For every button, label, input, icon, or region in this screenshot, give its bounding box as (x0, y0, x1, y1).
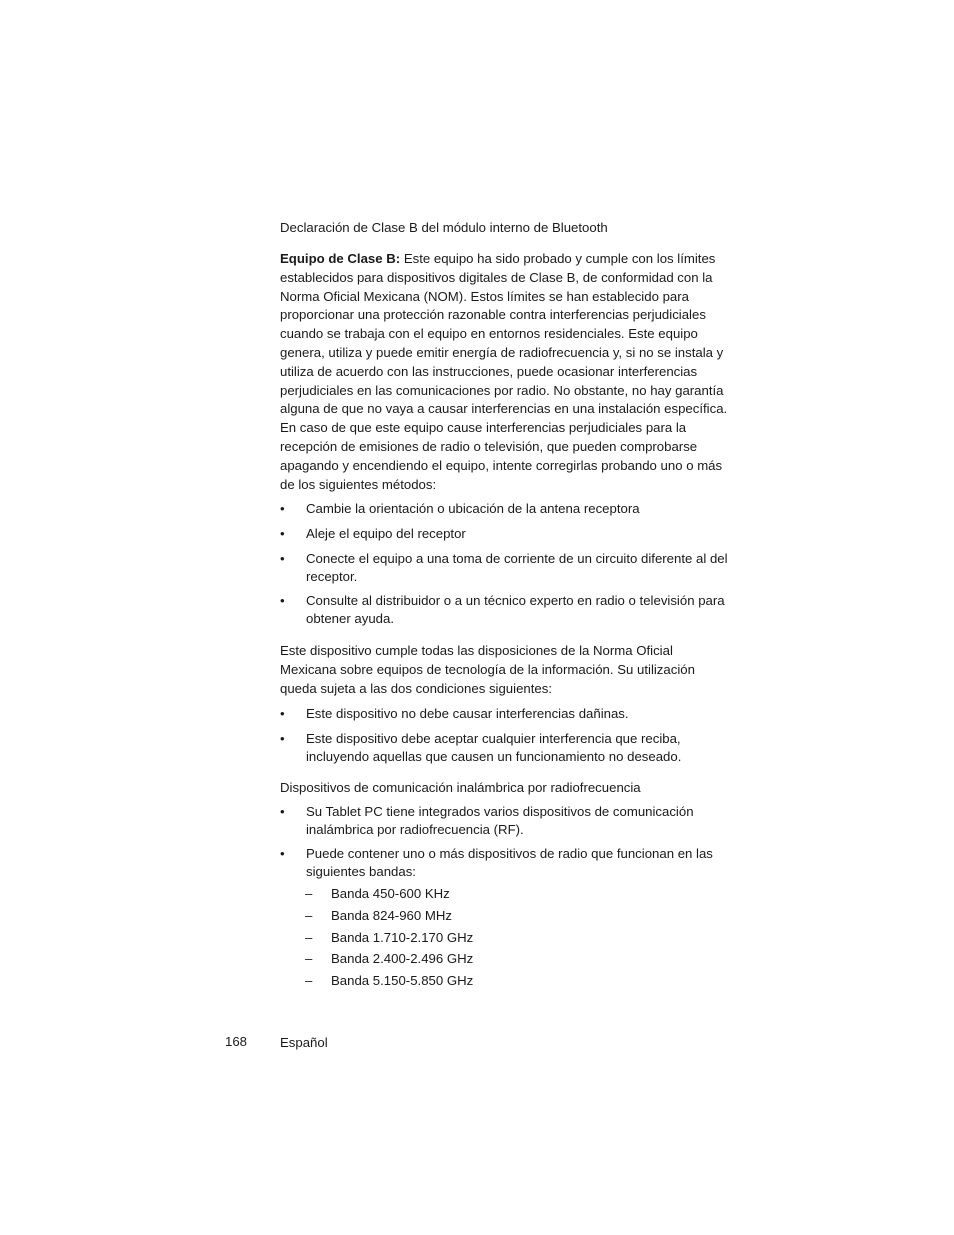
band-text: Banda 450-600 KHz (331, 886, 450, 901)
band-item (305, 907, 725, 925)
page-number: 168 (225, 1034, 248, 1049)
list-item (280, 592, 730, 629)
dash-icon: – (305, 886, 313, 901)
list-item-text: Conecte el equipo a una toma de corriente de un circuito diferente al del receptor. (306, 551, 728, 585)
list-item-text: Su Tablet PC tiene integrados varios dispositivos de comunicación inalámbrica por radiofrecuencia (RF). (306, 804, 694, 838)
band-item (305, 950, 725, 968)
bullet-icon: • (280, 526, 285, 541)
band-text: Banda 824-960 MHz (331, 908, 452, 923)
list-item (280, 705, 730, 723)
band-text: Banda 1.710-2.170 GHz (331, 930, 474, 945)
bullet-icon: • (280, 846, 285, 861)
dash-icon: – (305, 951, 313, 966)
list-item-text: Este dispositivo no debe causar interferencias dañinas. (306, 706, 629, 721)
class-b-text (280, 250, 730, 494)
bullet-icon: • (280, 706, 285, 721)
footer-language: Español (280, 1035, 328, 1050)
heading-text: Declaración de Clase B del módulo interno de Bluetooth (280, 220, 608, 235)
bullet-icon: • (280, 731, 285, 746)
section-heading-rf (280, 779, 730, 798)
list-item-text: Consulte al distribuidor o a un técnico experto en radio o televisión para obtener ayuda. (306, 593, 725, 627)
bullet-icon: • (280, 593, 285, 608)
band-item (305, 885, 725, 903)
band-text: Banda 5.150-5.850 GHz (331, 973, 474, 988)
bullet-icon: • (280, 551, 285, 566)
list-item (280, 525, 730, 543)
class-b-paragraph (280, 250, 730, 494)
nom-text: Este dispositivo cumple todas las disposiciones de la Norma Oficial Mexicana sobre equipos de tecnología de la información. Su utilización queda sujeta a las dos condiciones siguientes: (280, 643, 695, 696)
list-item (280, 845, 730, 882)
list-item-text: Este dispositivo debe aceptar cualquier interferencia que reciba, incluyendo aquellas que causen un funcionamiento no deseado. (306, 731, 682, 765)
list-item-text: Puede contener uno o más dispositivos de radio que funcionan en las siguientes bandas: (306, 846, 713, 880)
list-item-text: Aleje el equipo del receptor (306, 526, 466, 541)
band-item (305, 972, 725, 990)
list-item (280, 500, 730, 518)
dash-icon: – (305, 973, 313, 988)
bullet-icon: • (280, 501, 285, 516)
section-heading-bluetooth (280, 219, 730, 238)
bullet-icon: • (280, 804, 285, 819)
band-item (305, 929, 725, 947)
dash-icon: – (305, 908, 313, 923)
dash-icon: – (305, 930, 313, 945)
list-item (280, 803, 730, 840)
class-b-body: Este equipo ha sido probado y cumple con los límites establecidos para dispositivos digitales de Clase B, de conformidad con la Norma Oficial Mexicana (NOM). Estos límites se han establecido para proporcionar una protección razonable contra interferencias perjudiciales cuando se trabaja con el equipo en entornos residenciales. Este equipo genera, utiliza y puede emitir energía de radiofrecuencia y, si no se instala y utiliza de acuerdo con las instrucciones, puede ocasionar interferencias perjudiciales en las comunicaciones por radio. No obstante, no hay garantía alguna de que no vaya a causar interferencias en una instalación específica. En caso de que este equipo cause interferencias perjudiciales para la recepción de emisiones de radio o televisión, que pueden comprobarse apagando y encendiendo el equipo, intente corregirlas probando uno o más de los siguientes métodos: (280, 251, 728, 492)
list-item (280, 730, 730, 767)
band-text: Banda 2.400-2.496 GHz (331, 951, 474, 966)
nom-paragraph (280, 642, 730, 698)
heading-text: Dispositivos de comunicación inalámbrica por radiofrecuencia (280, 780, 641, 795)
class-b-lead: Equipo de Clase B: (280, 251, 401, 266)
list-item (280, 550, 730, 587)
list-item-text: Cambie la orientación o ubicación de la antena receptora (306, 501, 640, 516)
